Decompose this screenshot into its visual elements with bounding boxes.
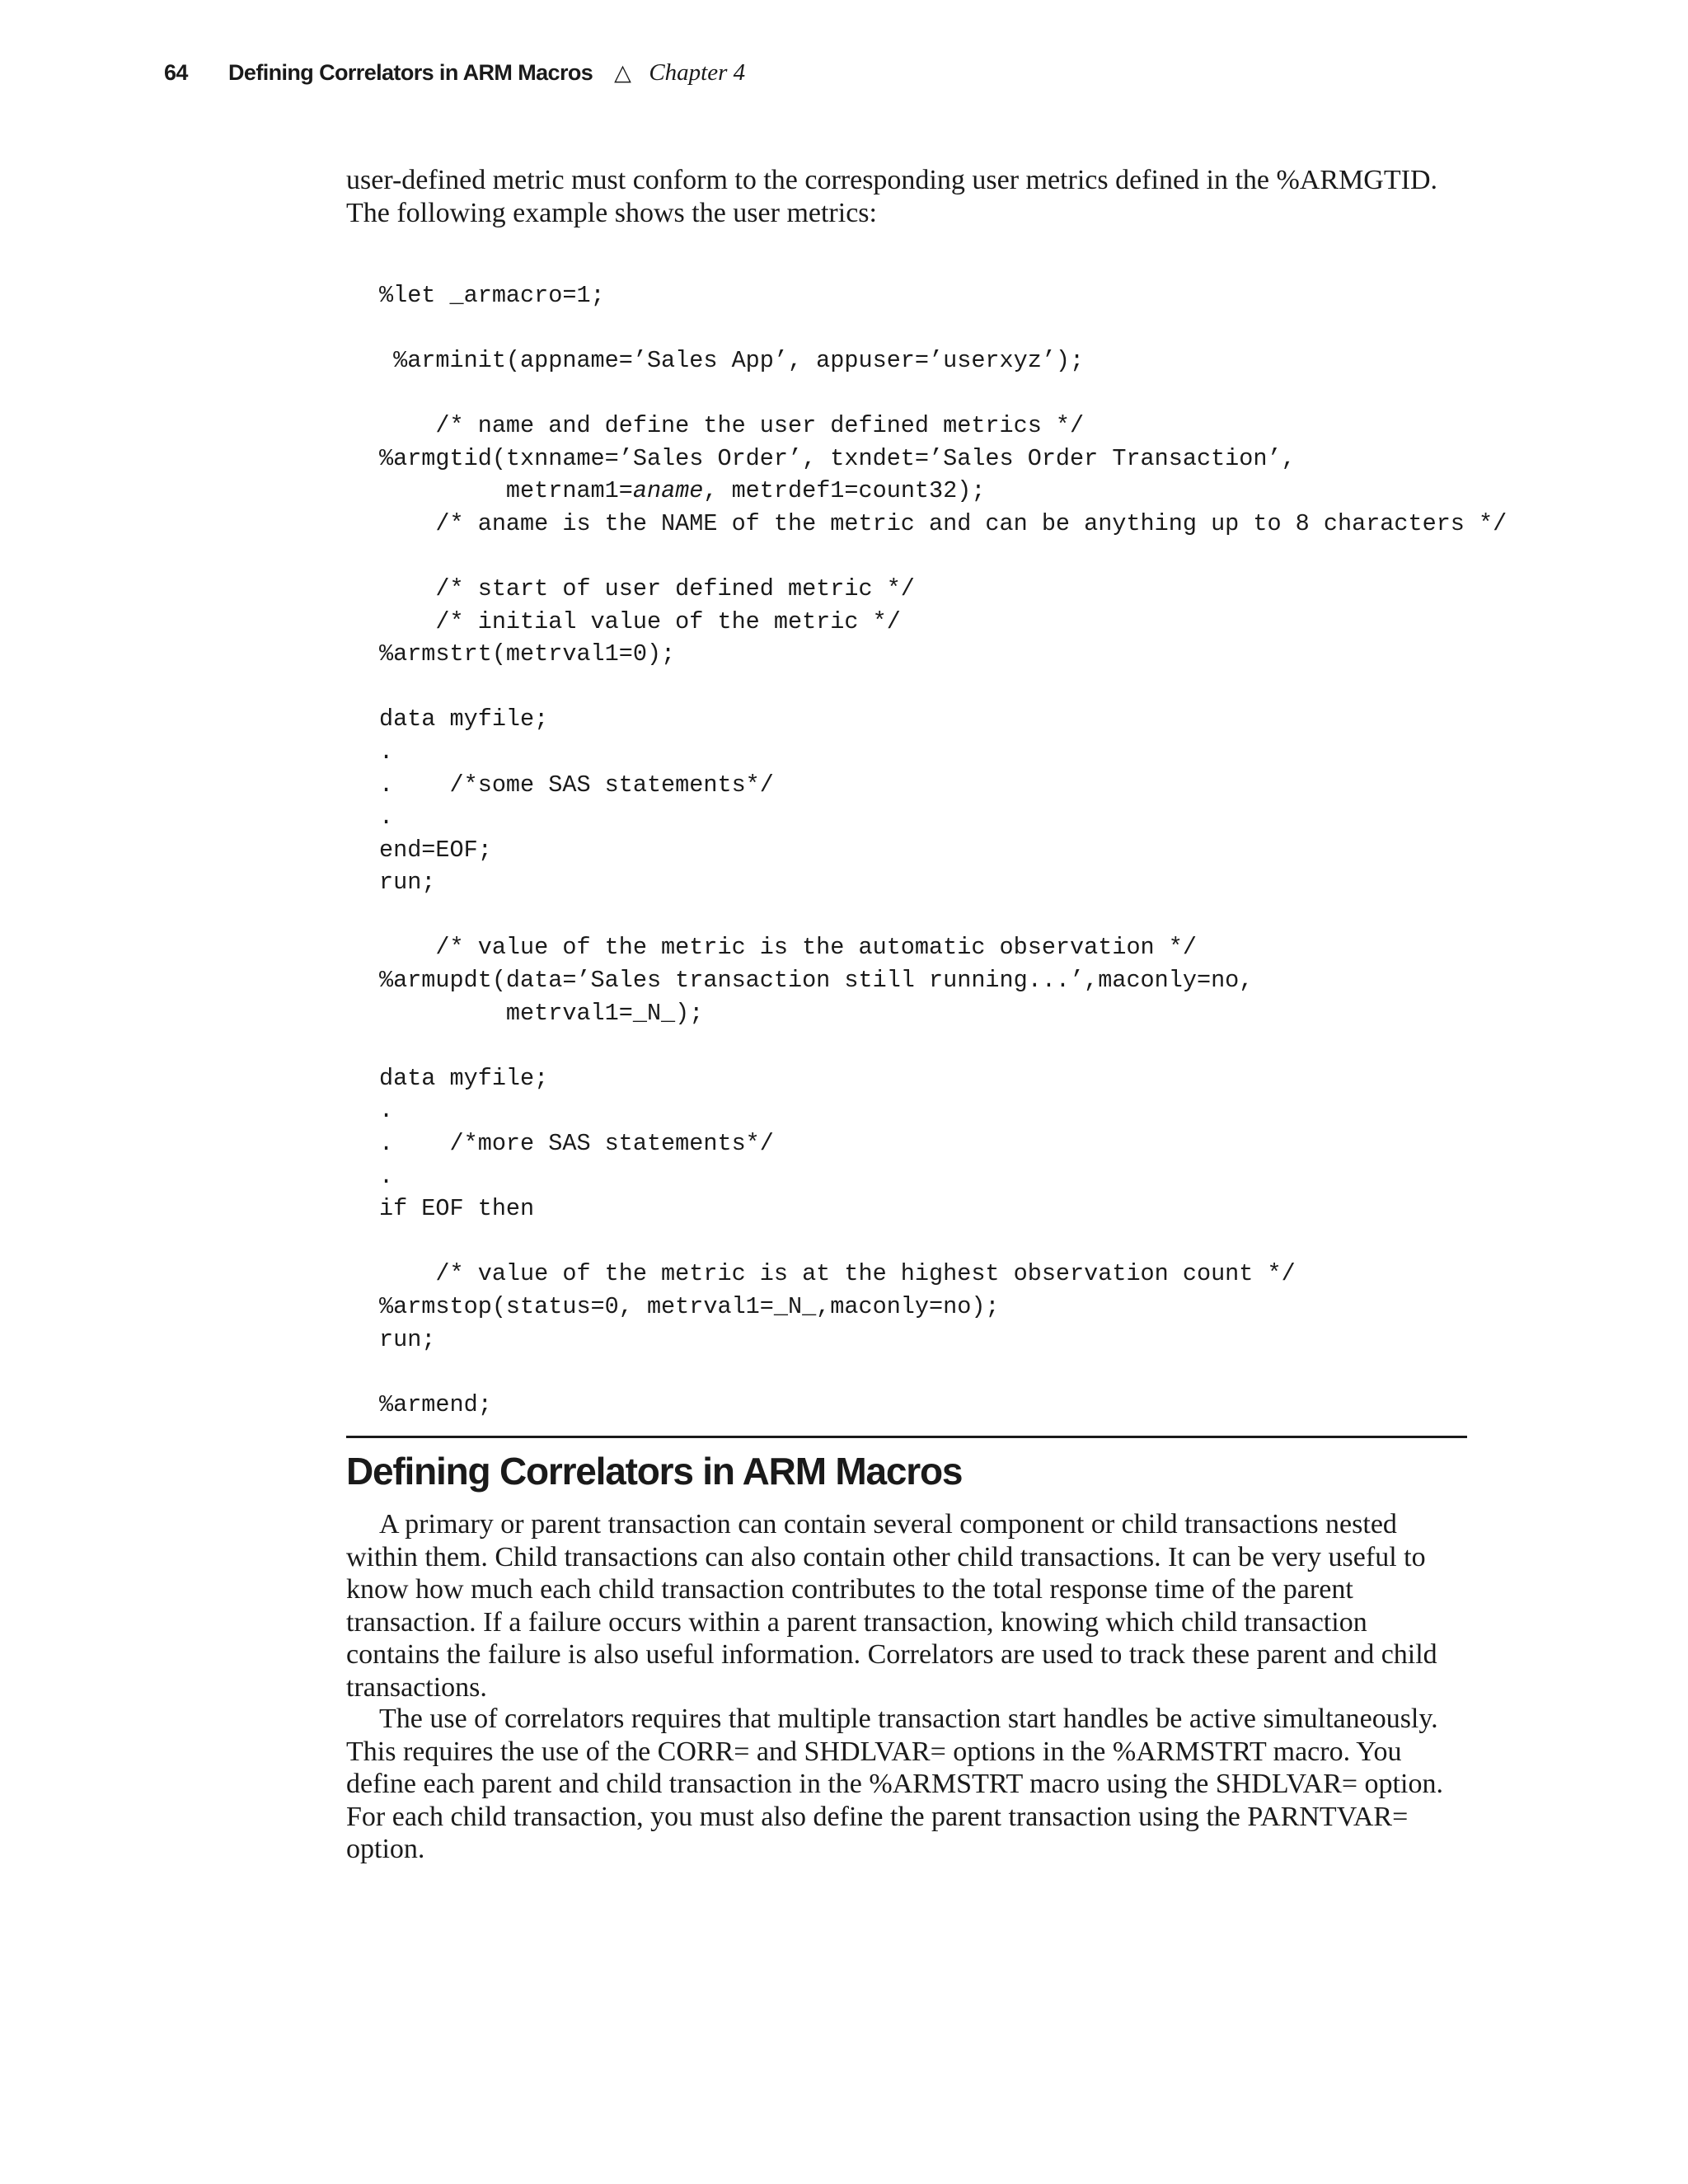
code-italic-segment: aname (632, 477, 704, 505)
code-line (379, 671, 1507, 704)
code-line: /* name and define the user defined metrics */ (379, 411, 1085, 439)
code-line: . (379, 738, 394, 766)
running-head (164, 59, 745, 92)
code-line: . /*more SAS statements*/ (379, 1130, 774, 1158)
code-line: %armstop(status=0, metrval1=_N_,maconly=no); (379, 1293, 1000, 1320)
code-line (379, 1226, 1507, 1258)
code-line: . /*some SAS statements*/ (379, 771, 774, 799)
code-line (379, 475, 1507, 508)
code-line: /* initial value of the metric */ (379, 607, 901, 635)
code-line (379, 312, 1507, 344)
code-line: . (379, 1097, 394, 1125)
code-line: if EOF then (379, 1195, 535, 1223)
code-line: data myfile; (379, 1064, 549, 1092)
code-line: /* value of the metric is at the highest observation count */ (379, 1260, 1296, 1288)
code-line: run; (379, 869, 436, 897)
code-line: run; (379, 1325, 436, 1353)
code-line: end=EOF; (379, 836, 492, 864)
code-line: %armupdt(data=’Sales transaction still running...’,maconly=no, (379, 967, 1254, 995)
intro-paragraph: user-defined metric must conform to the corresponding user metrics defined in the %ARMGTID. The following example shows the user metrics: (346, 165, 1438, 228)
code-line: . (379, 1162, 394, 1190)
code-line: %armstrt(metrval1=0); (379, 640, 676, 668)
body-paragraph: The use of correlators requires that multiple transaction start handles be active simultaneously. This requires the use of the CORR= and SHDLVAR= options in the %ARMSTRT macro. You define each parent and child transaction in the %ARMSTRT macro using the SHDLVAR= option. For each child transaction, you must also define the parent transaction using the PARNTVAR= option. (346, 1704, 1443, 1864)
body-paragraph: A primary or parent transaction can contain several component or child transactions nested within them. Child transactions can also contain other child transactions. It can be very useful to know how much each child transaction contributes to the total response time of the parent transaction. If a failure occurs within a parent transaction, knowing which child transaction contains the failure is also useful information. Correlators are used to track these parent and child transactions. (346, 1509, 1437, 1703)
code-line: %armgtid(txnname=’Sales Order’, txndet=’Sales Order Transaction’, (379, 444, 1296, 472)
code-segment: metrnam1= (379, 477, 633, 505)
code-line: %arminit(appname=’Sales App’, appuser=’userxyz’); (379, 346, 1085, 374)
code-line: /* aname is the NAME of the metric and can be anything up to 8 characters */ (379, 509, 1507, 537)
code-line (379, 1029, 1507, 1062)
section-heading: Defining Correlators in ARM Macros (346, 1450, 963, 1493)
running-head-title: Defining Correlators in ARM Macros (228, 60, 593, 85)
code-line (379, 540, 1507, 573)
code-segment: , metrdef1=count32); (703, 477, 986, 505)
code-example (379, 246, 1507, 1454)
code-line (379, 1356, 1507, 1389)
code-line: metrval1=_N_); (379, 999, 704, 1027)
running-head-chapter: Chapter 4 (649, 59, 746, 86)
code-line: /* value of the metric is the automatic observation */ (379, 934, 1197, 962)
code-line: . (379, 804, 394, 832)
triangle-icon: △ (614, 60, 631, 85)
code-line: %armend; (379, 1390, 492, 1418)
code-line (379, 899, 1507, 932)
section-divider (346, 1436, 1467, 1438)
code-line (379, 377, 1507, 410)
code-line: /* start of user defined metric */ (379, 574, 915, 602)
code-line: data myfile; (379, 705, 549, 733)
page-number: 64 (164, 60, 188, 85)
code-line: %let _armacro=1; (379, 281, 605, 309)
